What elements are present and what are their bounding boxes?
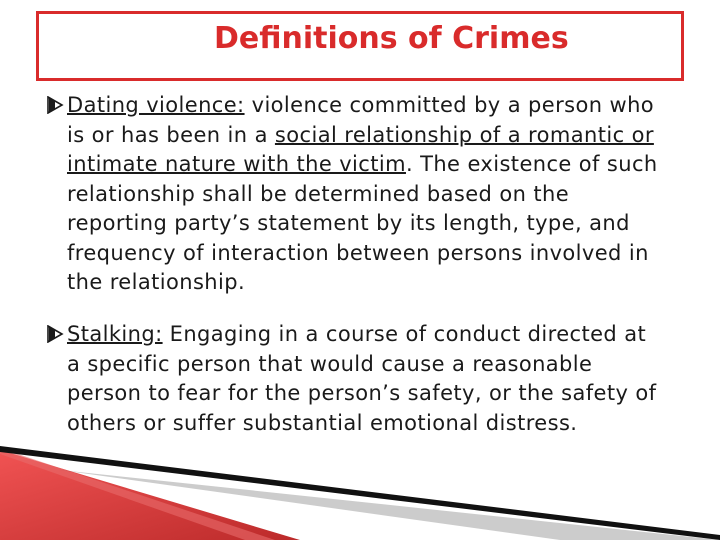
definition-text: Engaging in a course of conduct directed at a specific person that would cause a reasonable person to fear for the person’s safety, or the safety of others or suffer substantial emotional distress. <box>67 322 657 435</box>
arrow-bullet-icon <box>46 325 64 343</box>
definition-text-continued: . The existence of such relationship shall be determined based on the reporting party’s statement by its length, type, and frequency of interaction between persons involved in the relationship. <box>67 152 658 294</box>
term-dating-violence: Dating violence: <box>67 93 245 117</box>
term-stalking: Stalking: <box>67 322 163 346</box>
bullet-dating-violence <box>46 91 666 298</box>
slide-title: Definitions of Crimes <box>214 21 569 56</box>
corner-decoration <box>0 440 720 540</box>
bullet-text <box>67 320 666 438</box>
bullet-stalking <box>46 320 666 438</box>
title-box <box>36 11 684 81</box>
bullet-text <box>67 91 666 298</box>
definition-text: violence committed by a person who is or has been in a <box>67 93 655 147</box>
arrow-bullet-icon <box>46 96 64 114</box>
underlined-phrase: social relationship of a romantic or intimate nature with the victim <box>67 122 654 176</box>
